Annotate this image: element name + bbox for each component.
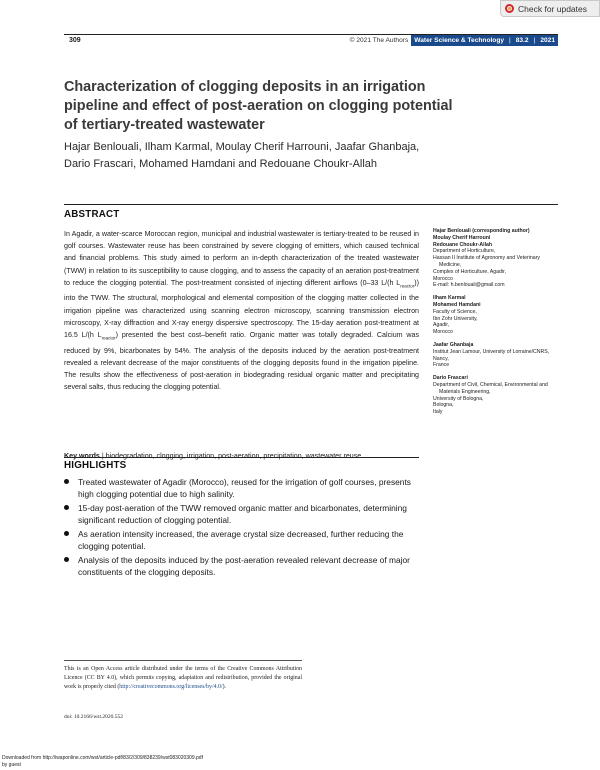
crossmark-icon bbox=[505, 4, 514, 13]
bullet-icon bbox=[64, 557, 69, 562]
volume: 83.2 bbox=[513, 35, 532, 46]
author-list: Hajar Benlouali, Ilham Karmal, Moulay Cherif Harrouni, Jaafar Ghanbaja, Dario Frascari, Mohamed Hamdani and Redouane Choukr-Allah bbox=[64, 141, 420, 170]
highlights-top-rule bbox=[64, 457, 419, 458]
article-title: Characterization of clogging deposits in an irrigation pipeline and effect of post-aeration on clogging potential of tertiary-treated wastewater bbox=[64, 79, 453, 133]
journal-name: Water Science & Technology bbox=[411, 35, 507, 46]
list-item: Analysis of the deposits induced by the post-aeration revealed relevant decrease of major constituents of the clogging deposits. bbox=[64, 554, 424, 578]
bullet-icon bbox=[64, 479, 69, 484]
license-footnote: This is an Open Access article distributed under the terms of the Creative Commons Attribution Licence (CC BY 4.0), which permits copying, adaptation and redistribution, provided the original work is properly cited (http://creativecommons.org/licenses/by/4.0/). bbox=[64, 666, 302, 691]
check-for-updates-label: Check for updates bbox=[518, 3, 587, 14]
affiliation-block: Hajar Benlouali (corresponding author) Moulay Cherif Harrouni Redouane Choukr-Allah Department of Horticulture, Hassan II Institute of Agronomy and Veterinary Medicine, Complex of Horticulture, Agadir, Morocco E-mail: h.benlouali@gmail.com bbox=[433, 228, 540, 289]
affiliation-block: Dario Frascari Department of Civil, Chemical, Environmental and Materials Engineering, University of Bologna, Bologna, Italy bbox=[433, 375, 548, 416]
separator: | bbox=[509, 37, 511, 44]
list-item: As aeration intensity increased, the average crystal size decreased, further reducing the clogging potential. bbox=[64, 528, 424, 552]
keywords: Key words | biodegradation, clogging, irrigation, post-aeration, precipitation, wastewater reuse bbox=[64, 452, 362, 460]
abstract-text: In Agadir, a water-scarce Moroccan region, municipal and industrial wastewater is tertiary-treated to be reused in golf courses. Wastewater reuse has been constrained by severe clogging of emitters, which caused technical and financial problems. This study aimed to perform an in-depth characterization of the treated wastewater (TWW) in relation to its susceptibility to cause clogging, and to assess the capacity of an aeration post-treatment to reduce the clogging potential. The post-treatment consisted of injecting different airflows (0–33 L/(h $L_{reactor}$)) into the TWW. The structural, morphological and elemental composition of the clogging matter collected in the irrigation pipeline was characterized using scanning electron microscopy, scanning transmission electron microscopy, X-ray diffraction and X-ray energy dispersive spectroscopy. The 15-day aeration post-treatment at 16.5 L/(h $L_{reactor}$) presented the best cost–benefit ratio. Organic matter was totally degraded. Calcium was reduced by 9%, bicarbonates by 54%. The analysis of the deposits induced by the aeration post-treatment revealed a relevant decrease of the major constituents of the clogging deposits found in the irrigation pipeline. The results show the effectiveness of post-aeration in biodegrading residual organic matter and precipitating several salts, thus reducing the clogging potential. bbox=[64, 230, 419, 392]
list-item: Treated wastewater of Agadir (Morocco), reused for the irrigation of golf courses, presents high clogging potential due to high salinity. bbox=[64, 476, 424, 500]
highlights-heading: HIGHLIGHTS bbox=[64, 460, 127, 471]
running-header bbox=[350, 35, 558, 46]
doi: doi: 10.2166/wst.2020.552 bbox=[64, 714, 123, 720]
abstract-top-rule bbox=[64, 204, 558, 205]
download-stamp: Downloaded from http://iwaponline.com/wst/article-pdf/83/2/309/838239/wst083020309.pdf by guest bbox=[2, 755, 203, 768]
highlights-list bbox=[64, 476, 424, 580]
page-number: 309 bbox=[69, 37, 81, 44]
license-link[interactable]: http://creativecommons.org/licenses/by/4.0/ bbox=[119, 684, 223, 691]
footnote-rule bbox=[64, 660, 302, 661]
year: 2021 bbox=[537, 35, 558, 46]
check-for-updates-button[interactable] bbox=[500, 0, 600, 17]
copyright: © 2021 The Authors bbox=[349, 37, 409, 44]
affiliation-block: Ilham Karmal Mohamed Hamdani Faculty of Science, Ibn Zohr University, Agadir, Morocco bbox=[433, 295, 481, 336]
abstract-heading: ABSTRACT bbox=[64, 209, 120, 220]
bullet-icon bbox=[64, 531, 69, 536]
separator: | bbox=[533, 37, 536, 44]
keywords-list: biodegradation, clogging, irrigation, post-aeration, precipitation, wastewater reuse bbox=[105, 452, 362, 460]
affiliations-sidebar bbox=[433, 228, 558, 422]
keywords-label: Key words bbox=[64, 452, 100, 460]
bullet-icon bbox=[64, 505, 69, 510]
affiliation-block: Jaafar Ghanbaja Institut Jean Lamour, University of Lorraine/CNRS, Nancy, France bbox=[433, 341, 550, 369]
list-item: 15-day post-aeration of the TWW removed organic matter and bicarbonates, determining significant reduction of clogging potential. bbox=[64, 502, 424, 526]
